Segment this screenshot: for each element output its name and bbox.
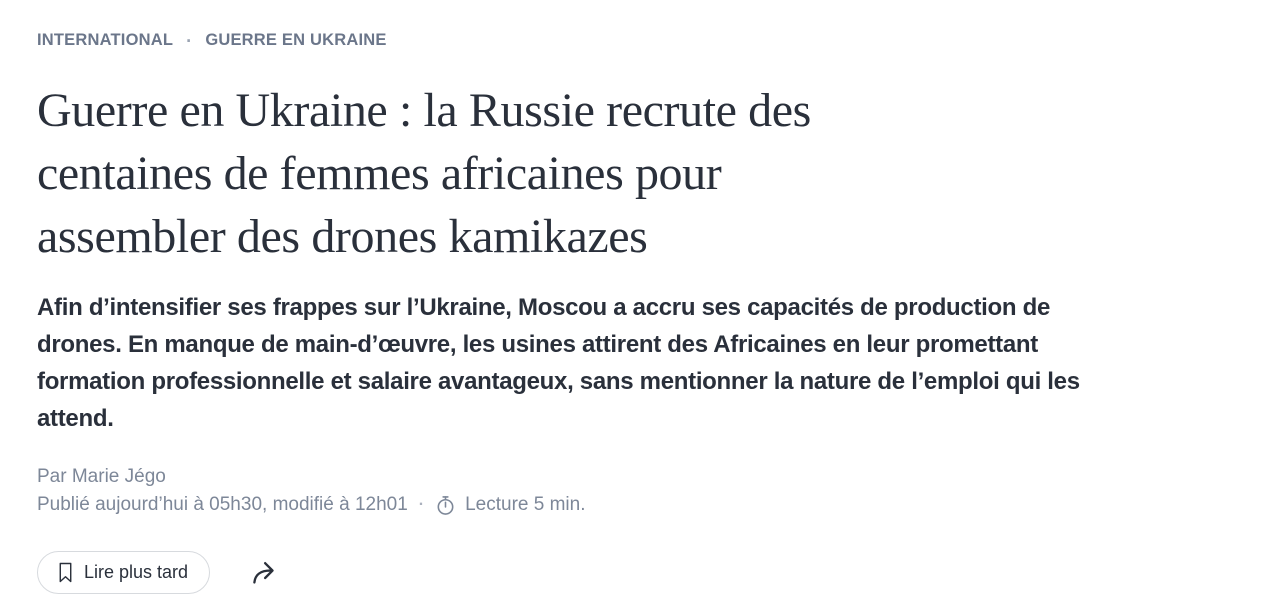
- breadcrumb-separator-dot: ·: [186, 30, 193, 51]
- standfirst-line-1: Afin d’intensifier ses frappes sur l’Ukraine, Moscou a accru ses capacités de production de: [37, 294, 1051, 321]
- article-title: [37, 79, 1240, 268]
- reading-time: Lecture 5 min.: [465, 494, 586, 515]
- stopwatch-icon: [435, 495, 456, 516]
- breadcrumb: [37, 31, 1240, 50]
- bookmark-icon: [56, 562, 75, 583]
- breadcrumb-section-guerre-en-ukraine[interactable]: GUERRE EN UKRAINE: [205, 31, 387, 49]
- standfirst-line-2: drones. En manque de main-d’œuvre, les usines attirent des Africaines en leur promettant: [37, 331, 1038, 358]
- article-byline: Par Marie Jégo: [37, 466, 166, 487]
- article-title-line-3: assembler des drones kamikazes: [37, 210, 648, 263]
- read-later-button[interactable]: [37, 551, 210, 594]
- breadcrumb-section-international[interactable]: INTERNATIONAL: [37, 31, 174, 49]
- article-standfirst: [37, 289, 1240, 437]
- publication-dates: Publié aujourd’hui à 05h30, modifié à 12h01: [37, 494, 408, 515]
- share-button[interactable]: [250, 556, 283, 589]
- standfirst-line-3: formation professionnelle et salaire avantageux, sans mentionner la nature de l’emploi qui les: [37, 368, 1080, 395]
- meta-separator-dot: ·: [418, 496, 425, 513]
- article-title-line-2: centaines de femmes africaines pour: [37, 147, 722, 200]
- article-title-line-1: Guerre en Ukraine : la Russie recrute des: [37, 84, 811, 137]
- publication-info: [37, 494, 1240, 516]
- read-later-label: Lire plus tard: [84, 562, 189, 582]
- article-actions: [37, 551, 1240, 594]
- standfirst-line-4: attend.: [37, 405, 114, 432]
- share-arrow-icon: [250, 556, 283, 589]
